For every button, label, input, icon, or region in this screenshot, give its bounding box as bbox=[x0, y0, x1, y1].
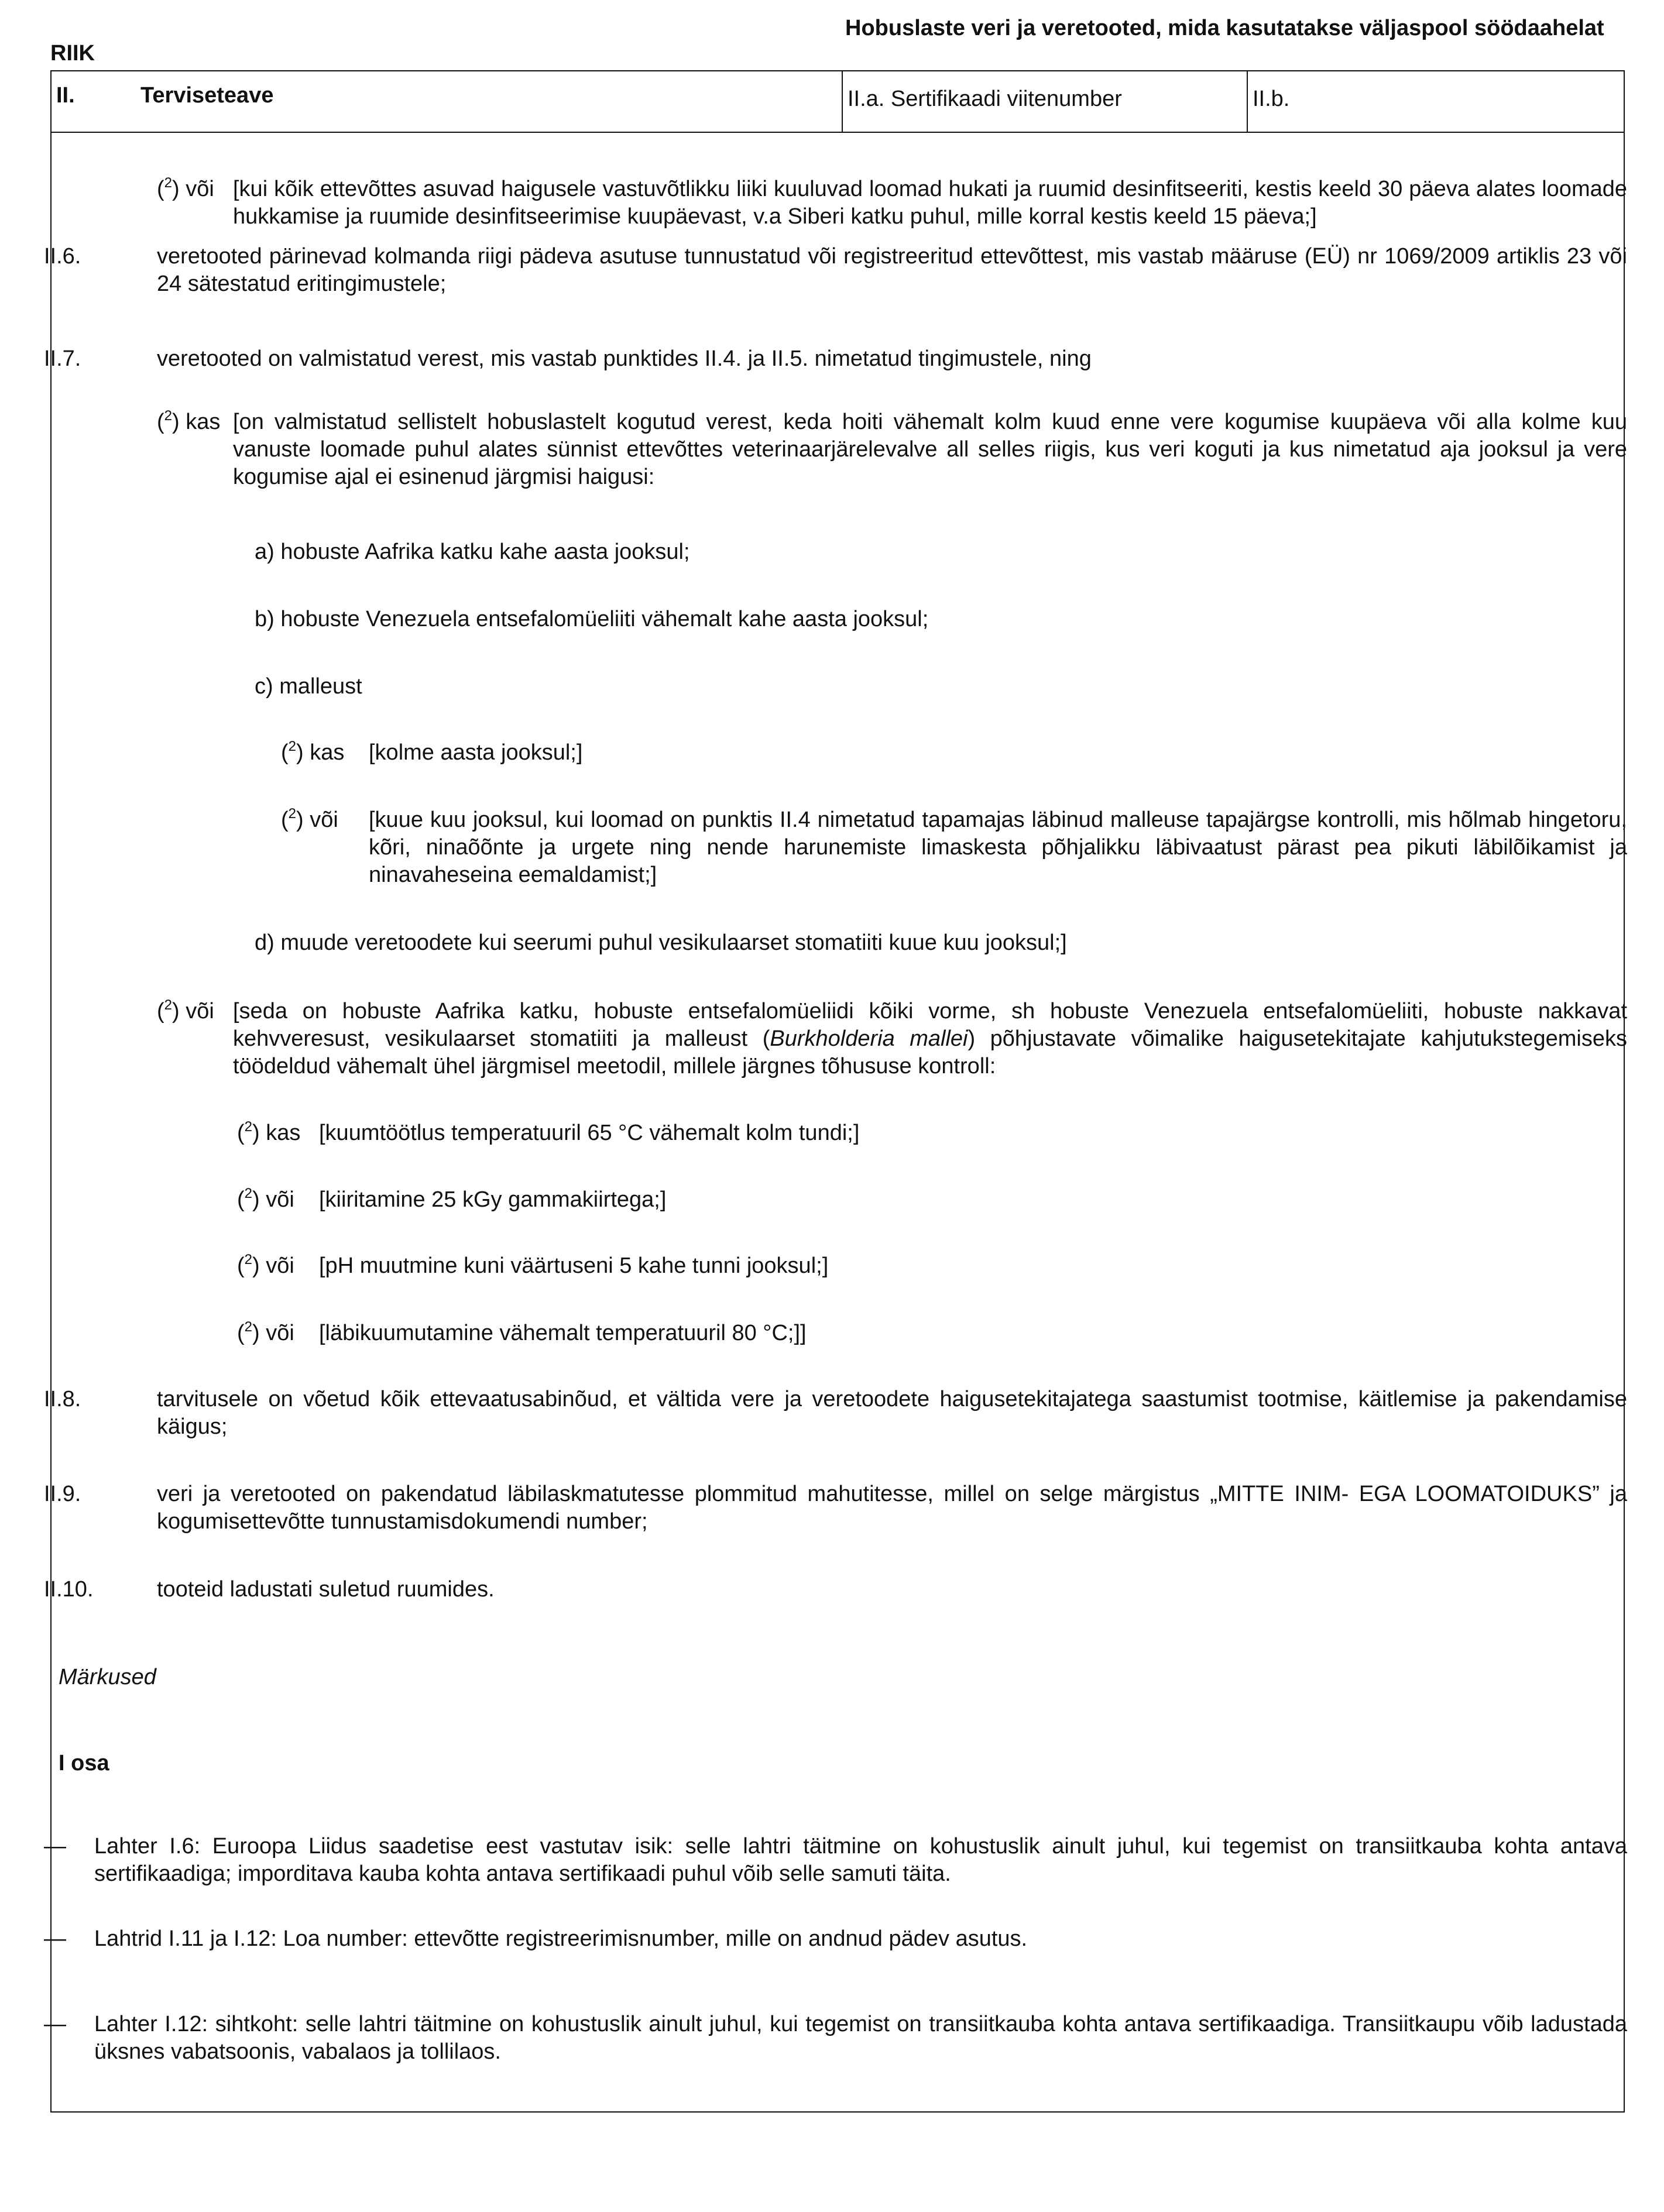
footnote-ref: 2 bbox=[244, 1186, 253, 1202]
certificate-reference-label: II.a. Sertifikaadi viitenumber bbox=[848, 87, 1122, 111]
footnote-ref: 2 bbox=[164, 175, 173, 191]
section-title: Terviseteave bbox=[140, 83, 274, 108]
document-frame bbox=[50, 70, 1625, 2113]
paragraph-number-ii9: II.9. bbox=[44, 1482, 81, 1506]
footnote-ref: 2 bbox=[288, 806, 297, 822]
header-divider bbox=[50, 132, 1625, 133]
country-label: RIIK bbox=[50, 41, 95, 66]
paragraph-text: [kui kõik ettevõttes asuvad haigusele vastuvõtlikku liiki kuuluvad loomad hukati ja ruumid desinfitseeriti, kestis keeld 30 päeva alates loomade hukkamise ja ruumide desinfitseerimise kuupäevast, v.a Siberi katku puhul, mille korral kestis keeld 15 päeva;] bbox=[233, 177, 1627, 229]
paragraph-number-ii10: II.10. bbox=[44, 1577, 94, 1602]
footnote-ref: 2 bbox=[244, 1252, 253, 1268]
header-column-divider-2 bbox=[1247, 70, 1248, 132]
footnote-ref: 2 bbox=[164, 408, 173, 424]
option-word: või bbox=[310, 808, 338, 832]
paragraph-text: [on valmistatud sellistelt hobuslastelt kogutud verest, keda hoiti vähemalt kolm kuud enne vere kogumise kuupäeva või alla kolme kuu vanuste loomade puhul alates sünnist ettevõttes veterinaarjärelevalve all selles riigis, kus veri koguti ja kus nimetatud aja jooksul ja vere kogumise ajal ei esinenud järgmisi haigusi: bbox=[233, 410, 1627, 489]
method-text: [kiiritamine 25 kGy gammakiirtega;] bbox=[319, 1187, 667, 1212]
paragraph-or-slaughter: ($^2$) või [kui kõik ettevõttes asuvad haigusele vastuvõtlikku liiki kuuluvad loomad hukati ja ruumid desinfitseeriti, kestis keeld 30 päeva alates loomade hukkamise ja ruumide desinfitseerimise kuupäevast, v.a Siberi katku puhul, mille korral kestis keeld 15 päeva;] bbox=[157, 176, 1627, 231]
option-word: või bbox=[186, 177, 214, 201]
certificate-title: Hobuslaste veri ja veretooted, mida kasutatakse väljaspool söödaahelat bbox=[845, 16, 1604, 40]
notes-heading: Märkused bbox=[59, 1665, 156, 1689]
paragraph-ii7-or: ($^2$) või [seda on hobuste Aafrika katku, hobuste entsefalomüeliidi kõiki vorme, sh hobuste Venezuela entsefalomüeliiti, hobuste nakkavat kehvveresust, vesikulaarset stomatiiti ja malleust (Burkholderia mallei) põhjustavate võimalike haigusetekitajate kahjutukstegemiseks töödeldud vähemalt ühel järgmisel meetodil, millele järgnes tõhususe kontroll: bbox=[157, 998, 1627, 1080]
list-item-d: d) muude veretoodete kui seerumi puhul vesikulaarset stomatiiti kuue kuu jooksul;] bbox=[255, 930, 1067, 955]
option-word: kas bbox=[266, 1121, 301, 1145]
pathogen-name: Burkholderia mallei bbox=[770, 1026, 968, 1051]
option-word: või bbox=[266, 1321, 294, 1345]
note-text: Lahter I.6: Euroopa Liidus saadetise eest vastutav isik: selle lahtri täitmine on kohustuslik ainult juhul, kui tegemist on transiitkauba kohta antava sertifikaadiga; imporditava kauba kohta antava sertifikaadi puhul võib selle samuti täita. bbox=[94, 1834, 1627, 1886]
dash-glyph: — bbox=[44, 1926, 66, 1951]
item-c-either: ($^2$) kas [kolme aasta jooksul;] bbox=[281, 739, 1627, 767]
dash-glyph: — bbox=[44, 2012, 66, 2036]
paragraph-ii7-either: ($^2$) kas [on valmistatud sellistelt hobuslastelt kogutud verest, keda hoiti vähemalt kolm kuud enne vere kogumise kuupäeva või alla kolme kuu vanuste loomade puhul alates sünnist ettevõttes veterinaarjärelevalve all selles riigis, kus veri koguti ja kus nimetatud aja jooksul ja vere kogumise ajal ei esinenud järgmisi haigusi: bbox=[157, 408, 1627, 491]
paragraph-text: [seda on hobuste Aafrika katku, hobuste entsefalomüeliidi kõiki vorme, sh hobuste Venezuela entsefalomüeliiti, hobuste nakkavat kehvveresust, vesikulaarset stomatiiti ja malleust (Burkholderia mallei) põhjustavate võimalike haigusetekitajate kahjutukstegemiseks töödeldud vähemalt ühel järgmisel meetodil, millele järgnes tõhususe kontroll: bbox=[233, 999, 1627, 1078]
option-word: või bbox=[266, 1253, 294, 1278]
note-text: Lahtrid I.11 ja I.12: Loa number: ettevõtte registreerimisnumber, mille on andnud pädev asutus. bbox=[94, 1926, 1028, 1951]
method-heat: ($^2$) kas [kuumtöötlus temperatuuril 65 °C vähemalt kolm tundi;] bbox=[237, 1119, 859, 1147]
option-word: kas bbox=[310, 740, 345, 765]
method-text: [kuumtöötlus temperatuuril 65 °C vähemalt kolm tundi;] bbox=[319, 1121, 860, 1145]
method-text: [läbikuumutamine vähemalt temperatuuril 80 °C;]] bbox=[319, 1321, 807, 1345]
footnote-ref: 2 bbox=[164, 997, 173, 1014]
option-word: või bbox=[186, 999, 214, 1023]
footnote-ref: 2 bbox=[244, 1119, 253, 1135]
method-text: [pH muutmine kuni väärtuseni 5 kahe tunni jooksul;] bbox=[319, 1253, 829, 1278]
paragraph-text: [kuue kuu jooksul, kui loomad on punktis II.4 nimetatud tapamajas läbinud malleuse tapajärgse kontrolli, mis hõlmab hingetoru, kõri, ninaõõnte ja urgete ning nende harunemiste limaskesta põhjalikku läbivaatust pärast pea pikuti läbilõikamist ja ninavaheseina eemaldamist;] bbox=[369, 808, 1627, 887]
list-item-c: c) malleust bbox=[255, 674, 362, 699]
paragraph-text: [kolme aasta jooksul;] bbox=[369, 740, 583, 765]
footnote-ref: 2 bbox=[244, 1319, 253, 1335]
note-item bbox=[44, 1925, 1627, 1953]
header-column-divider-1 bbox=[842, 70, 843, 132]
option-word: või bbox=[266, 1187, 294, 1212]
dash-glyph: — bbox=[44, 1834, 66, 1859]
item-c-or: ($^2$) või [kuue kuu jooksul, kui loomad on punktis II.4 nimetatud tapamajas läbinud malleuse tapajärgse kontrolli, mis hõlmab hingetoru, kõri, ninaõõnte ja urgete ning nende harunemiste limaskesta põhjalikku läbivaatust pärast pea pikuti läbilõikamist ja ninavaheseina eemaldamist;] bbox=[281, 806, 1627, 889]
paragraph-ii8: tarvitusele on võetud kõik ettevaatusabinõud, et vältida vere ja veretoodete haigusetekitajatega saastumist tootmise, käitlemise ja pakendamise käigus; bbox=[157, 1387, 1627, 1439]
note-item bbox=[44, 1833, 1627, 1888]
note-item bbox=[44, 2011, 1627, 2066]
paragraph-ii7: veretooted on valmistatud verest, mis vastab punktides II.4. ja II.5. nimetatud tingimustele, ning bbox=[157, 346, 1092, 371]
method-irradiation: ($^2$) või [kiiritamine 25 kGy gammakiirtega;] bbox=[237, 1186, 666, 1214]
paragraph-number-ii6: II.6. bbox=[44, 244, 81, 269]
list-item-a: a) hobuste Aafrika katku kahe aasta jooksul; bbox=[255, 540, 690, 564]
paragraph-ii10: tooteid ladustati suletud ruumides. bbox=[157, 1577, 495, 1602]
paragraph-ii9: veri ja veretooted on pakendatud läbilaskmatutesse plommitud mahutitesse, millel on selge märgistus „MITTE INIM- EGA LOOMATOIDUKS” ja kogumisettevõtte tunnustamisdokumendi number; bbox=[157, 1482, 1627, 1534]
method-ph: ($^2$) või [pH muutmine kuni väärtuseni 5 kahe tunni jooksul;] bbox=[237, 1252, 828, 1280]
notes-part-heading: I osa bbox=[59, 1751, 109, 1775]
method-heat-80: ($^2$) või [läbikuumutamine vähemalt temperatuuril 80 °C;]] bbox=[237, 1320, 807, 1347]
paragraph-number-ii8: II.8. bbox=[44, 1387, 81, 1411]
option-word: kas bbox=[186, 410, 221, 434]
footnote-ref: 2 bbox=[288, 739, 297, 755]
field-ii-b-label: II.b. bbox=[1253, 87, 1290, 111]
paragraph-ii6: veretooted pärinevad kolmanda riigi pädeva asutuse tunnustatud või registreeritud ettevõttest, mis vastab määruse (EÜ) nr 1069/2009 artiklis 23 või 24 sätestatud eritingimustele; bbox=[157, 244, 1627, 296]
note-text: Lahter I.12: sihtkoht: selle lahtri täitmine on kohustuslik ainult juhul, kui tegemist on transiitkauba kohta antava sertifikaadiga. Transiitkaupu võib ladustada üksnes vabatsoonis, vabalaos ja tollilaos. bbox=[94, 2012, 1627, 2064]
paragraph-number-ii7: II.7. bbox=[44, 346, 81, 371]
list-item-b: b) hobuste Venezuela entsefalomüeliiti vähemalt kahe aasta jooksul; bbox=[255, 607, 929, 631]
section-number: II. bbox=[56, 83, 75, 108]
